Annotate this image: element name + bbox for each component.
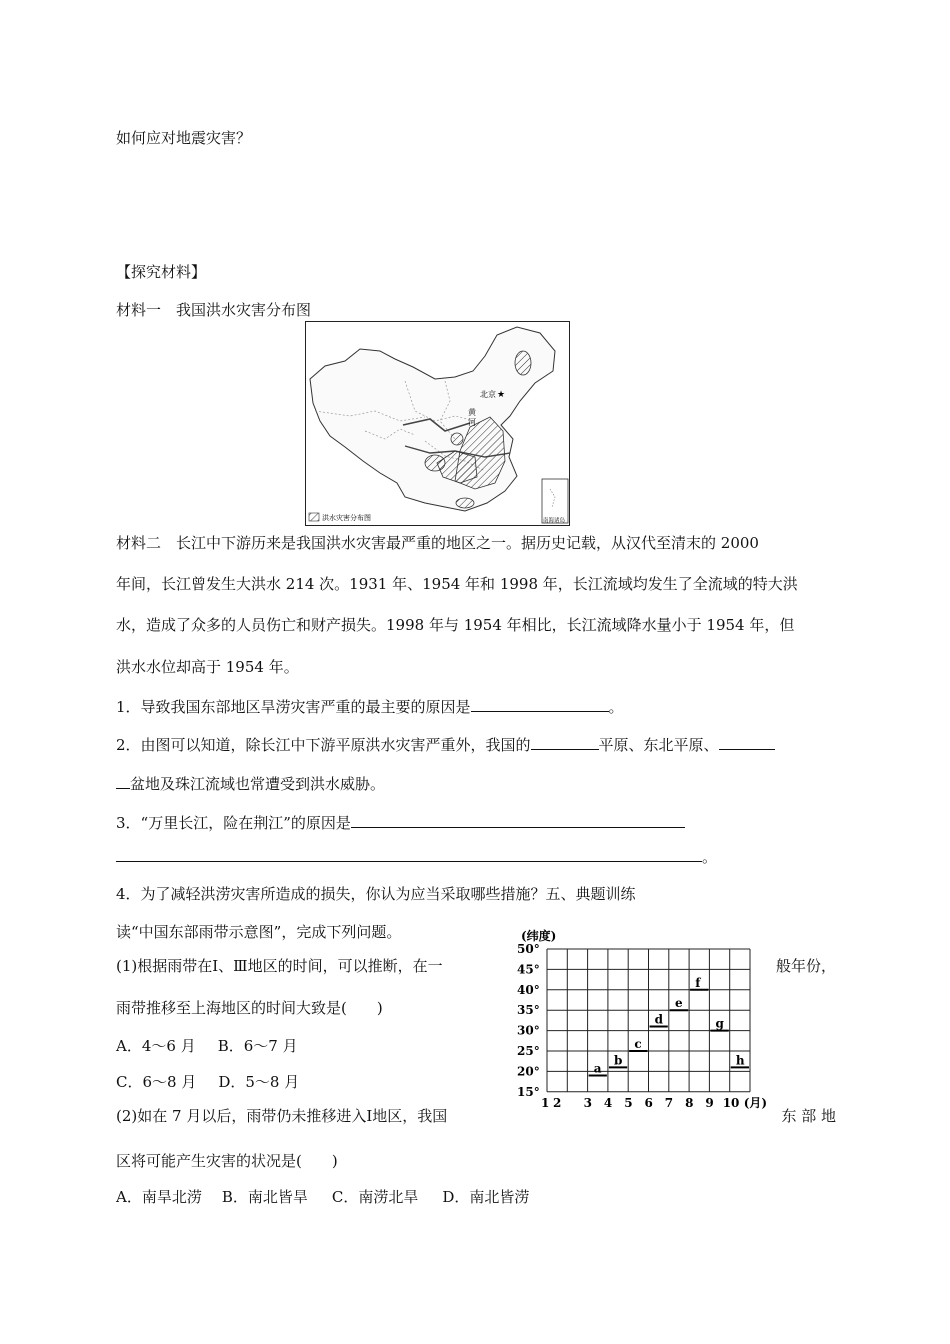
legend-text: 洪水灾害分布图 [322,514,371,522]
option-1d[interactable]: D．5～8 月 [218,1073,300,1091]
segment-label-e: e [674,996,683,1011]
x-tick-label: 4 [603,1095,613,1110]
part-2-options [116,1187,529,1207]
part-1-line-2: 雨带推移至上海地区的时间大致是( ) [116,999,383,1017]
section-title: 【探究材料】 [116,263,207,281]
map-label-huang: 黄 [468,408,476,417]
option-1c[interactable]: C．6～8 月 [116,1073,197,1091]
question-4: 4．为了减轻洪涝灾害所造成的损失，你认为应当采取哪些措施？五、典题训练 [116,885,636,903]
answer-blank-1[interactable] [471,695,609,712]
question-2-cont: 盆地及珠江流域也常遭受到洪水威胁。 [116,772,385,794]
part-1-line-1: (1)根据雨带在Ⅰ、Ⅲ地区的时间，可以推断，在一 般年份， [116,957,836,975]
map-label-beijing: 北京 [480,390,496,399]
option-2a[interactable]: A．南旱北涝 [116,1188,202,1206]
option-2d[interactable]: D．南北皆涝 [442,1188,530,1206]
flood-zone-pearl [456,498,474,508]
x-axis-label: (月) [743,1095,768,1110]
answer-blank-3-cont[interactable] [116,845,702,862]
option-1b[interactable]: B．6～7 月 [217,1037,298,1055]
rain-belt-chart [517,927,768,1110]
x-tick-label: 9 [705,1095,714,1110]
option-2c[interactable]: C．南涝北旱 [331,1188,419,1206]
y-tick-label: 45° [517,962,540,977]
x-tick-label: 1 [541,1095,550,1110]
segment-label-a: a [593,1061,602,1076]
chart-y-axis-label: (纬度) [521,929,557,943]
segment-label-f: f [695,975,701,990]
question-3-cont: 。 [116,845,717,867]
question-1-text: 1．导致我国东部地区旱涝灾害严重的最主要的原因是 [116,698,471,716]
x-tick-label: 2 [553,1095,562,1110]
south-china-sea-inset [542,479,568,523]
segment-label-h: h [735,1053,745,1068]
flood-distribution-map [305,321,570,526]
question-2: 2．由图可以知道，除长江中下游平原洪水灾害严重外，我国的 平原、东北平原、 [116,733,775,755]
x-tick-label: 3 [583,1095,592,1110]
part-2-line-2: 区将可能产生灾害的状况是( ) [116,1152,338,1170]
material-one-title: 材料一 我国洪水灾害分布图 [116,301,312,319]
legend-swatch [309,513,319,521]
flood-zone-sichuan [425,455,445,471]
part-1-options-row-1 [116,1036,298,1056]
answer-blank-2b[interactable] [719,733,775,750]
flood-zone-northeast [515,351,531,375]
y-tick-label: 25° [517,1044,540,1058]
material-two-line-4: 洪水水位却高于 1954 年。 [116,658,299,676]
y-tick-label: 50° [517,942,540,956]
x-tick-label: 10 [722,1095,740,1110]
question-3: 3．“万里长江，险在荆江”的原因是 [116,811,685,833]
x-tick-label: 6 [644,1095,653,1110]
flood-zone-small [451,433,463,445]
y-tick-label: 30° [517,1023,540,1038]
material-two-line-3: 水，造成了众多的人员伤亡和财产损失。1998 年与 1954 年相比，长江流域降水量小于 1954 年，但 [116,616,795,634]
beijing-star-icon: ★ [497,390,506,400]
material-two-line-2: 年间，长江曾发生大洪水 214 次。1931 年、1954 年和 1998 年，长江流域均发生了全流域的特大洪 [116,575,798,593]
option-2b[interactable]: B．南北皆旱 [221,1188,308,1206]
x-tick-label: 7 [664,1095,674,1110]
answer-blank-3[interactable] [351,811,685,828]
answer-blank-2a[interactable] [531,733,599,750]
segment-label-b: b [614,1053,623,1068]
question-1: 1．导致我国东部地区旱涝灾害严重的最主要的原因是 。 [116,695,624,717]
y-tick-label: 20° [517,1064,540,1079]
segment-label-c: c [634,1037,642,1051]
y-tick-label: 15° [517,1084,540,1099]
segment-label-d: d [654,1012,664,1027]
y-tick-label: 40° [517,982,540,997]
part-2-line-1: (2)如在 7 月以后，雨带仍未推移进入Ⅰ地区，我国 东 部 地 [116,1107,836,1125]
exercise-intro: 读“中国东部雨带示意图”，完成下列问题。 [116,923,402,941]
segment-label-g: g [715,1016,724,1031]
y-tick-label: 35° [517,1003,540,1018]
map-label-he: 河 [468,418,476,427]
answer-blank-2b-cont[interactable] [116,772,130,789]
material-two-line-1: 材料二 长江中下游历来是我国洪水灾害最严重的地区之一。据历史记载，从汉代至清末的 2000 [116,534,759,552]
inset-label: 南海诸岛 [543,518,566,524]
earthquake-question: 如何应对地震灾害？ [116,129,252,147]
part-1-options-row-2 [116,1072,299,1092]
x-tick-label: 5 [624,1095,633,1110]
x-tick-label: 8 [685,1095,694,1110]
option-1a[interactable]: A．4～6 月 [116,1037,196,1055]
